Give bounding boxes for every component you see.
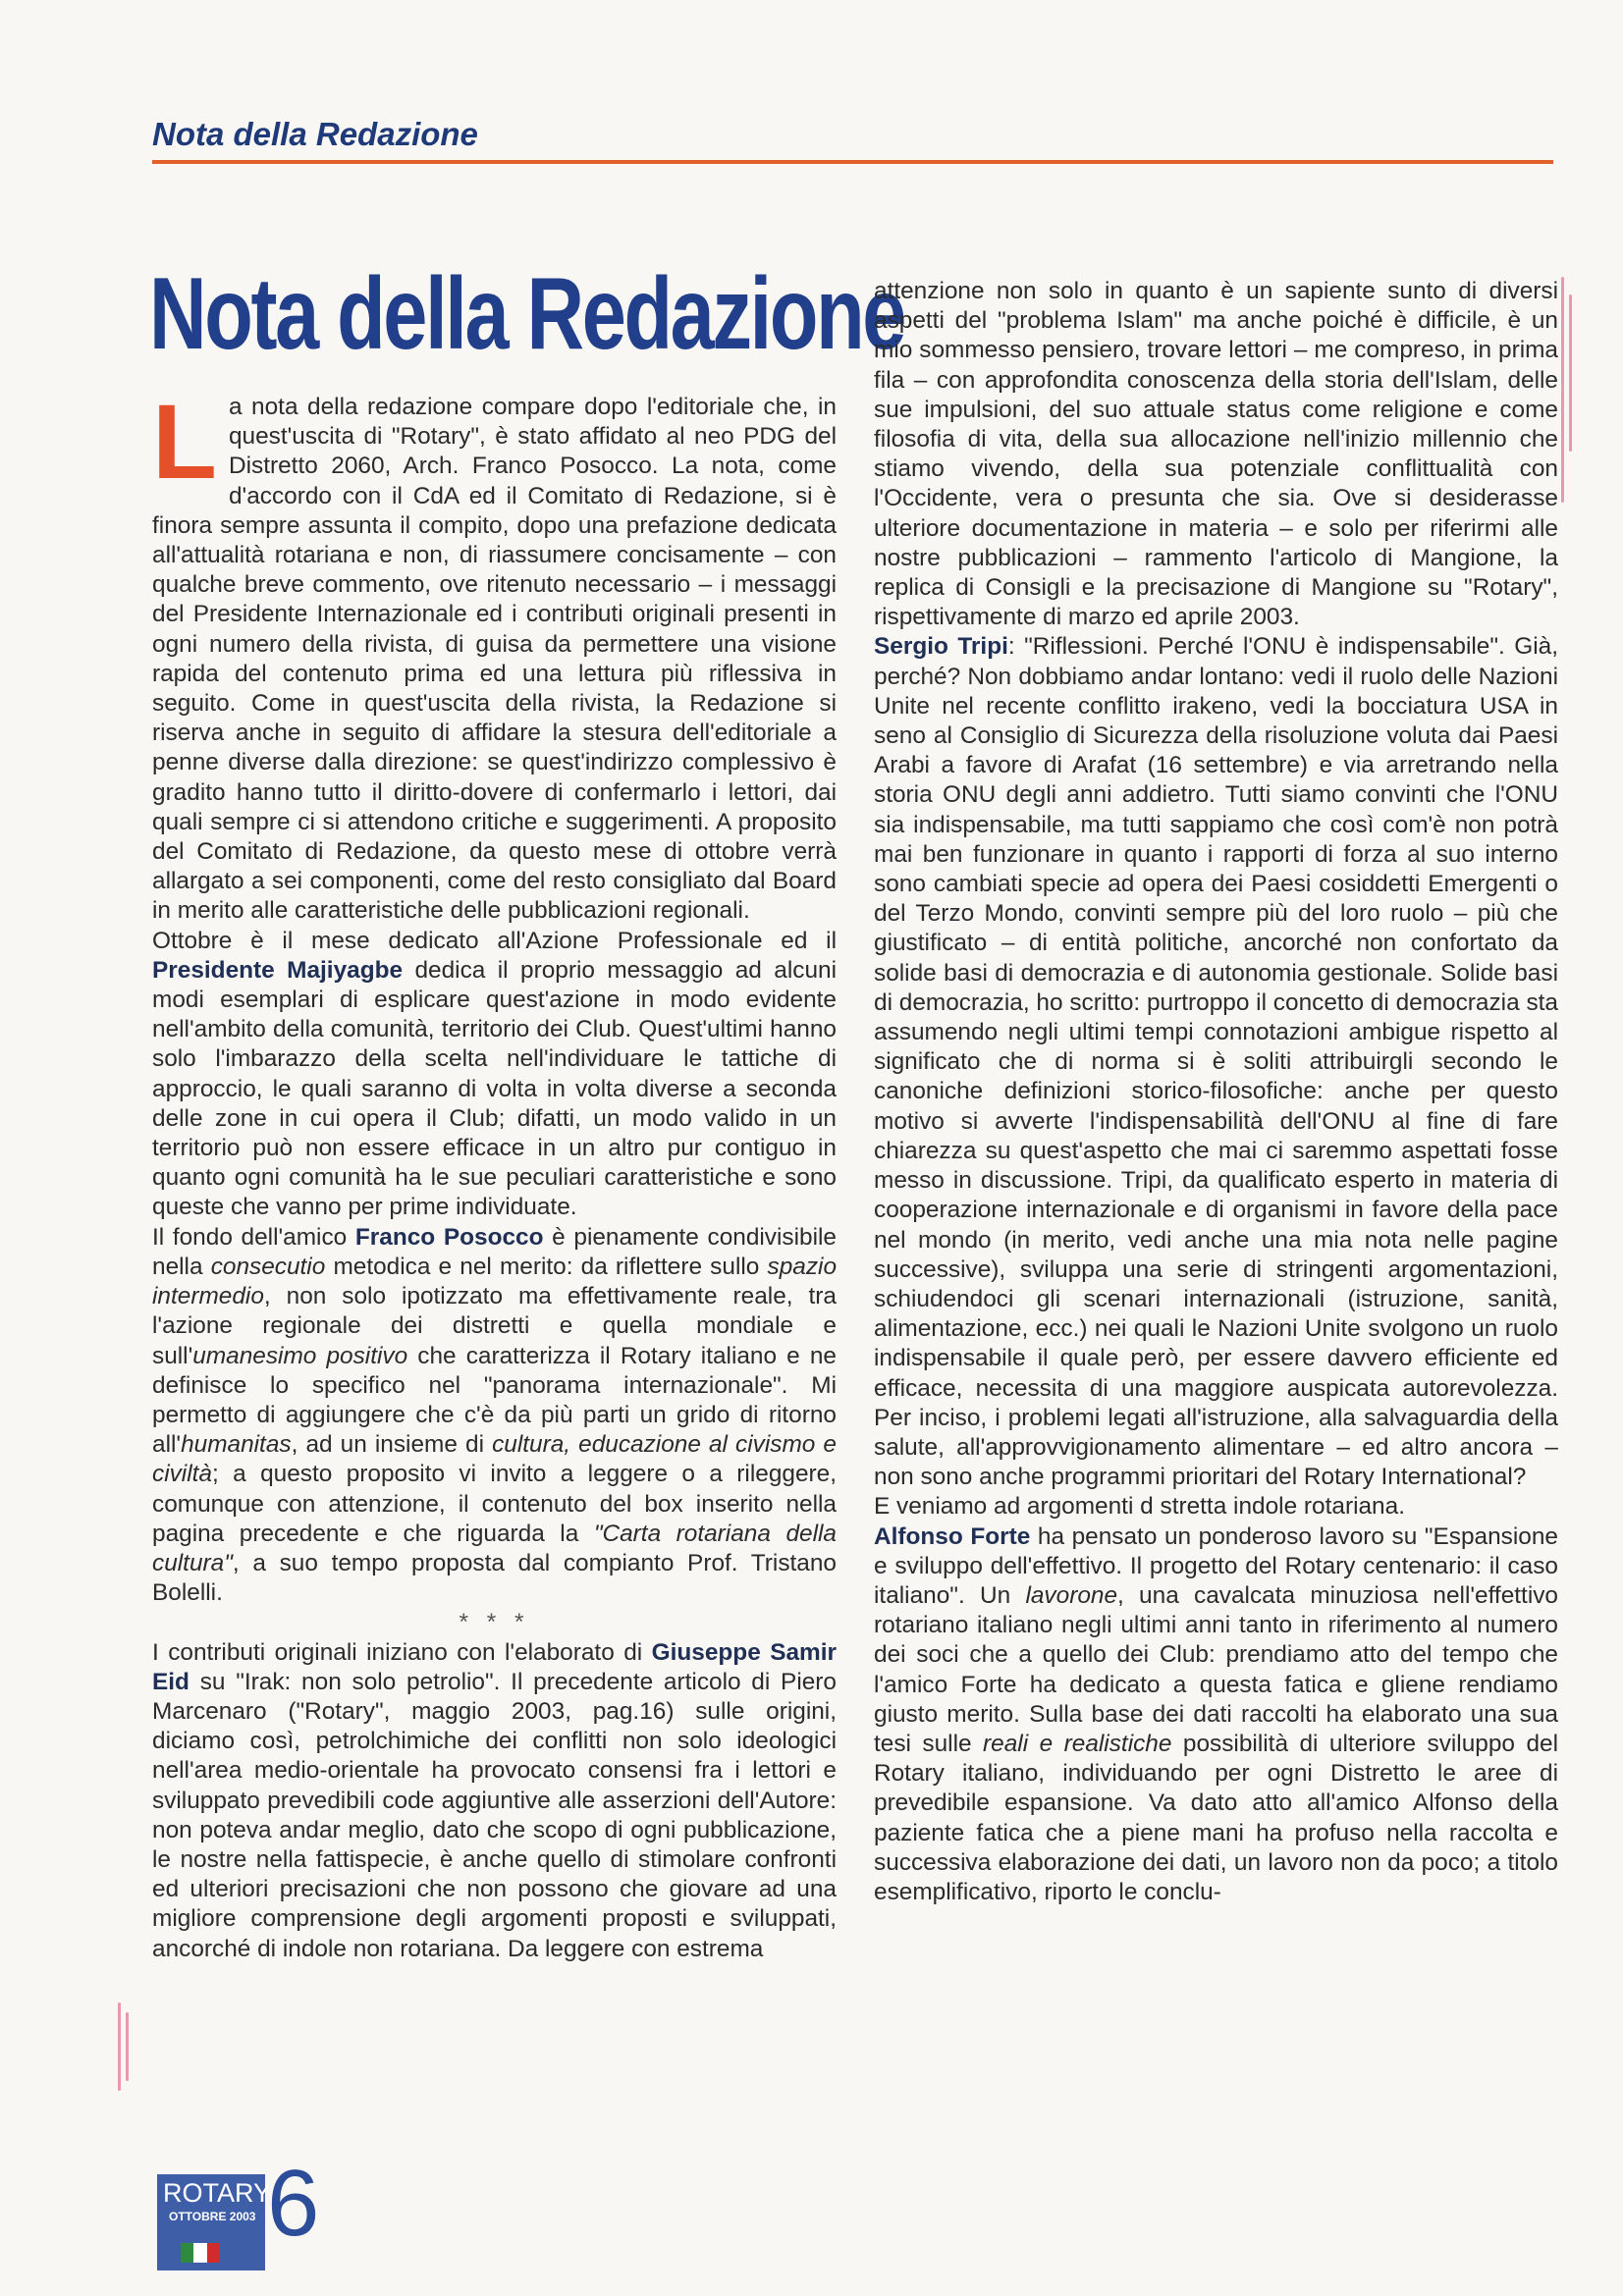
italic-text: reali e realistiche [983,1730,1172,1757]
article-title: Nota della Redazione [149,257,905,371]
author-name: Giuseppe Samir Eid [152,1638,837,1695]
section-separator: * * * [459,1609,530,1636]
text: metodica e nel merito: da riflettere sullo [325,1253,768,1280]
italic-text: umanesimo positivo [192,1342,408,1369]
text: dedica il proprio messaggio ad alcuni modi esemplari di esplicare quest'azione in modo evidente nell'ambito della comunità, territorio dei Club. Quest'ultimi hanno solo l'imbarazzo della scelta nell'individuare le tattiche di approccio, le quali saranno di volta in volta diverse a seconda delle zone in cui opera il Club; difatti, un modo valido in un territorio può non essere efficace in un altro pur contiguo in quanto ogni comunità ha le sue peculiari caratteristiche e sono queste che vanno per prime individuate. [152,956,837,1221]
paragraph-forte [874,1522,1558,1908]
paragraph-eid [152,1638,837,1964]
text: , una cavalcata minuziosa nell'effettivo rotariano italiano negli ultimi anni tanto in riferimento al numero dei soci che a quello dei Club: prendiamo atto del tempo che l'amico Forte ha dedicato a questa fatica e gliene rendiamo giusto merito. Sulla base dei dati raccolti ha elaborato una sua tesi sulle [874,1581,1558,1757]
margin-pen-mark [1561,277,1564,503]
text: Ottobre è il mese dedicato all'Azione Professionale ed il [152,927,837,954]
author-name: Franco Posocco [354,1223,544,1251]
intro-text: a nota della redazione compare dopo l'editoriale che, in quest'uscita di "Rotary", è stato affidato al neo PDG del Distretto 2060, Arch. Franco Posocco. La nota, come d'accordo con il CdA ed il Comitato di Redazione, si è finora sempre assunta il compito, dopo una prefazione dedicata all'attualità rotariana e non, di riassumere concisamente – con qualche breve commento, ove ritenuto necessario – i messaggi del Presidente Internazionale ed i contributi originali presenti in ogni numero della rivista, di guisa da permettere una visione rapida del contenuto prima ed una lettura più riflessiva in seguito. Come in quest'uscita della rivista, la Redazione si riserva anche in seguito di affidare la stesura dell'editoriale a penne diverse dalla direzione: se quest'indirizzo complessivo è gradito hanno tutto il diritto-dovere di confermarlo i lettori, dai quali sempre ci si attendono critiche e suggerimenti. A proposito del Comitato di Redazione, da questo mese di ottobre verrà allargato a sei componenti, come del resto consigliato dal Board in merito alle caratteristiche delle pubblicazioni regionali. [152,394,837,925]
paragraph-tripi [874,632,1558,1492]
flag-stripe-red [207,2243,220,2263]
text: ; a questo proposito vi invito a leggere o a rileggere, comunque con attenzione, il contenuto del box inserito nella pagina precedente e che riguarda la [152,1461,837,1547]
text: I contributi originali iniziano con l'elaborato di [152,1638,652,1666]
text: è pienamente condivisibile nella [152,1223,838,1280]
paragraph-transition: E veniamo ad argomenti d stretta indole rotariana. [874,1493,1405,1521]
text: , non solo ipotizzato ma effettivamente reale, tra l'azione regionale dei distretti e quella mondiale e sull' [152,1283,837,1369]
italic-text: spazio intermedio [152,1253,838,1310]
italic-text: "Carta rotariana della cultura" [152,1520,837,1576]
margin-pen-mark [126,2012,129,2081]
author-name: Sergio Tripi [874,633,1008,661]
drop-cap: L [152,382,217,501]
author-name: Presidente Majiyagbe [152,956,404,984]
italic-text: humanitas [181,1431,292,1459]
text: possibilità di ulteriore sviluppo del Rotary italiano, individuando per ogni Distretto le aree di prevedibile espansione. Va dato atto all'amico Alfonso della paziente fatica che a piene mani ha profuso nella raccolta e successiva elaborazione dei dati, un lavoro non da poco; a titolo esemplificativo, riporto le conclu- [874,1730,1558,1905]
flag-stripe-green [181,2243,193,2263]
text: che caratterizza il Rotary italiano e ne definisce lo specifico nel "panorama internazionale". Mi permetto di aggiungere che c'è da più parti un grido di ritorno all' [152,1342,837,1459]
page-number: 6 [267,2151,320,2256]
text: , ad un insieme di [291,1431,493,1459]
flag-stripe-white [193,2243,206,2263]
rotary-logo [157,2174,272,2270]
header-divider [152,160,1553,164]
author-name: Alfonso Forte [874,1522,1031,1550]
italic-text: lavorone [1025,1581,1118,1609]
paragraph-islam: attenzione non solo in quanto è un sapiente sunto di diversi aspetti del "problema Islam" ma anche poiché è difficile, è un mio sommesso pensiero, trovare lettori – me compreso, in prima fila – con approfondita conoscenza della storia dell'Islam, delle sue impulsioni, del suo attuale status come religione e come filosofia di vita, della sua allocazione nell'inizio millennio che stiamo vivendo, della sua potenziale conflittualità con l'Occidente, vera o presunta che sia. Ove si desiderasse ulteriore documentazione in materia – e solo per riferirmi alle nostre pubblicazioni – rammento l'articolo di Mangione, la replica di Consigli e la precisazione di Mangione su "Rotary", rispettivamente di marzo ed aprile 2003. [874,278,1558,631]
margin-pen-mark [118,2002,121,2091]
section-header: Nota della Redazione [152,116,478,152]
paragraph-president [152,927,837,1223]
italic-text: consecutio [210,1253,326,1280]
right-column [874,277,1558,1907]
margin-pen-mark [1569,294,1572,452]
text: su "Irak: non solo petrolio". Il precedente articolo di Piero Marcenaro ("Rotary", maggio 2003, pag.16) sulle origini, diciamo così, petrolchimiche dei conflitti non solo ideologici nell'area medio-orientale ha provocato consensi fra i lettori e sviluppato prevedibili code aggiuntive alle asserzioni dell'Autore: non poteva andar meglio, dato che scopo di ogni pubblicazione, le nostre nella fattispecie, è anche quello di stimolare confronti ed ulteriori precisazioni che non possono che giovare ad una migliore comprensione degli argomenti proposti e sviluppati, ancorché di indole non rotariana. Da leggere con estrema [152,1668,837,1962]
italic-text: cultura, educazione al civismo e civiltà [152,1431,837,1488]
paragraph-posocco [152,1223,837,1609]
text: : "Riflessioni. Perché l'ONU è indispensabile". Già, perché? Non dobbiamo andar lontano: vedi il ruolo delle Nazioni Unite nel recente conflitto irakeno, vedi la bocciatura USA in seno al Consiglio di Sicurezza della risoluzione voluta dai Paesi Arabi a favore di Arafat (16 settembre) e via arretrando nella storia ONU degli anni addietro. Tutti siamo convinti che l'ONU sia indispensabile, ma tutti sappiamo che così com'è non potrà mai ben funzionare in quanto i rapporti di forza al suo interno sono cambiati specie ad opera dei Paesi cosiddetti Emergenti o del Terzo Mondo, convinti sempre più del loro ruolo – più che giustificato – di entità politiche, ancorché non confortato da solide basi di democrazia e di autonomia gestionale. Solide basi di democrazia, ho scritto: purtroppo il concetto di democrazia sta assumendo negli ultimi tempi connotazioni ambigue rispetto al significato che di norma si è soliti attribuirgli secondo le canoniche definizioni storico-filosofiche: anche per questo motivo si avverte l'indispensabilità dell'ONU al fine di fare chiarezza su quest'aspetto che mai ci saremmo aspettati fosse messo in discussione. Tripi, da qualificato esperto in materia di cooperazione internazionale e di organismi in favore della pace nel mondo (in merito, vedi anche una mia nota nelle pagine successive), sviluppa una serie di stringenti argomentazioni, schiudendoci gli scenari internazionali (istruzione, sanità, alimentazione, ecc.) nei quali le Nazioni Unite svolgono un ruolo indispensabile il quale però, per essere davvero efficiente ed efficace, necessita di una maggiore auspicata autorevolezza. Per inciso, i problemi legati all'istruzione, alla salvaguardia della salute, all'approvvigionamento alimentare – ed altro ancora – non sono anche programmi prioritari del Rotary International? [874,633,1558,1491]
text: ha pensato un ponderoso lavoro su "Espansione e sviluppo dell'effettivo. Il progetto del Rotary centenario: il caso italiano". Un [874,1522,1558,1609]
text: Il fondo dell'amico [152,1223,355,1251]
paragraph-intro [152,382,837,927]
text: , a suo tempo proposta dal compianto Prof. Tristano Bolelli. [152,1549,837,1607]
left-column [152,382,838,1964]
logo-title: ROTARY [163,2178,272,2208]
logo-date: OTTOBRE 2003 [169,2210,256,2223]
italian-flag-icon [181,2243,220,2263]
